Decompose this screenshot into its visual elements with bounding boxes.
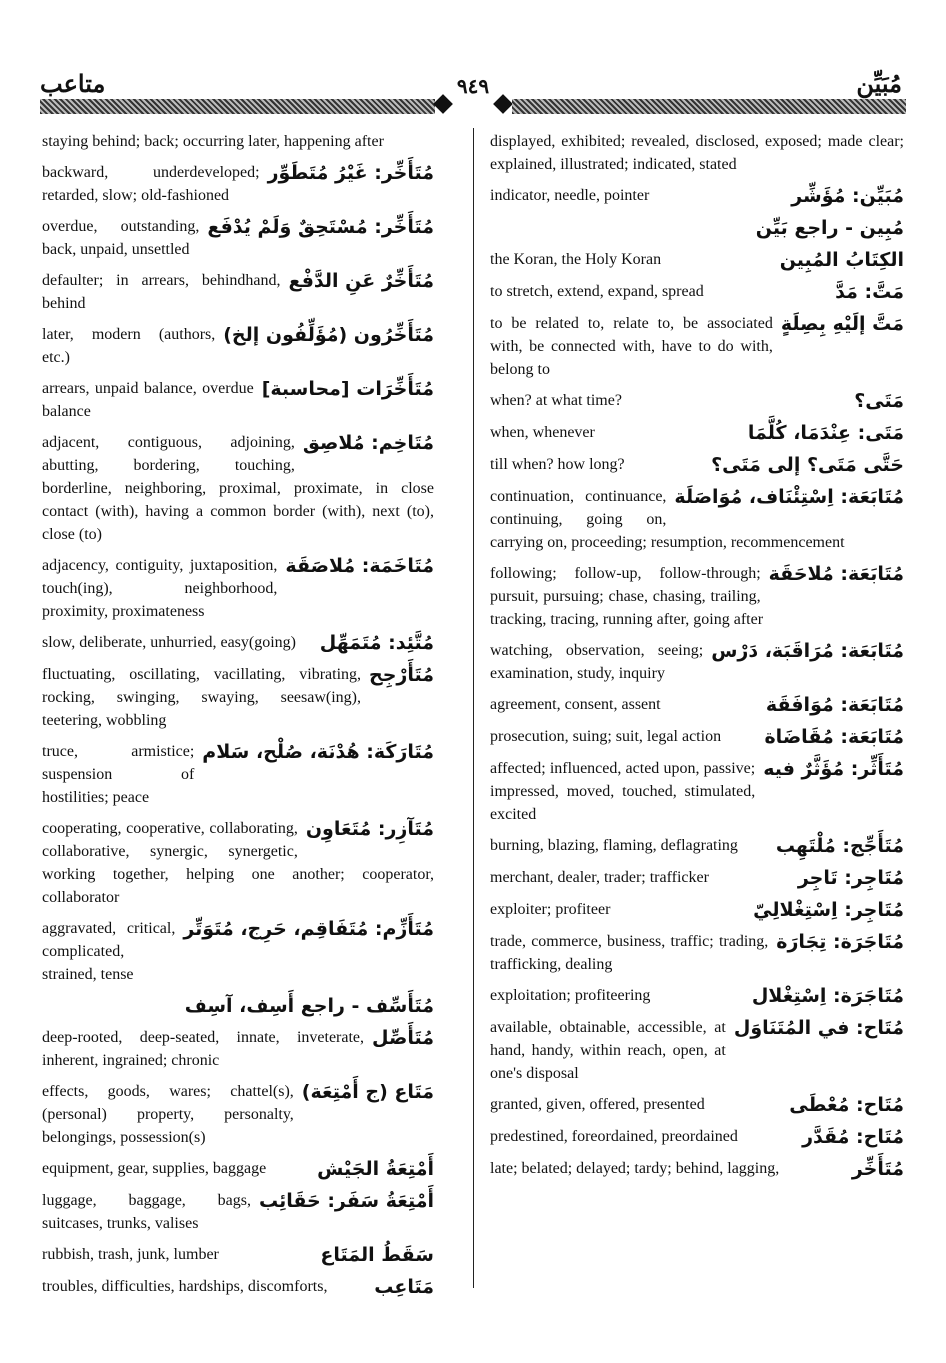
english-definition: burning, blazing, flaming, deflagrating — [490, 837, 738, 854]
english-definition: the Koran, the Holy Koran — [490, 251, 662, 268]
arabic-headword: مُتَاح: مُقَدَّر — [802, 1126, 904, 1148]
dictionary-entry — [490, 1093, 904, 1117]
english-definition: granted, given, offered, presented — [490, 1096, 705, 1113]
arabic-headword: مُتَأَثِّر: مُؤَثَّرٌ فيه — [763, 758, 904, 780]
english-definition: affected; influenced, acted upon, passive; impressed, moved, touched, stimulated, excited — [490, 760, 756, 823]
dictionary-entry — [42, 1275, 434, 1299]
english-definition: luggage, baggage, bags, suitcases, trunks, valises — [42, 1192, 251, 1232]
dictionary-entry — [42, 631, 434, 655]
left-column — [42, 130, 434, 1307]
english-definition: when? at what time? — [490, 392, 622, 409]
arabic-headword: مُتَأَرْجِح — [369, 664, 434, 686]
dictionary-entry — [490, 834, 904, 858]
dictionary-entry — [42, 663, 434, 732]
english-definition: cooperating, cooperative, collaborating, collaborative, synergic, synergetic, working together, helping one another; cooperator, collaborator — [42, 820, 434, 906]
english-definition: slow, deliberate, unhurried, easy(going) — [42, 634, 296, 651]
english-definition: merchant, dealer, trader; trafficker — [490, 869, 709, 886]
arabic-headword: مَتَاع (ج أَمْتِعَة) — [301, 1081, 434, 1103]
arabic-headword: مُتَابَعَة: مُلاحَقَة — [768, 563, 904, 585]
arabic-headword: مُتَابَعَة: مُوَافَقَة — [765, 694, 904, 716]
english-definition: truce, armistice; suspension of hostilities; peace — [42, 743, 195, 806]
dictionary-entry — [42, 431, 434, 546]
arabic-headword: مُتَاخِم: مُلاصِق — [302, 432, 434, 454]
dictionary-entry — [490, 184, 904, 208]
dictionary-entry — [490, 1125, 904, 1149]
arabic-headword: مُتَابَعَة: مُقَاضَاة — [764, 726, 904, 748]
dictionary-entry — [490, 866, 904, 890]
dictionary-entry — [490, 1157, 904, 1181]
english-definition: adjacent, contiguous, adjoining, abutting, bordering, touching, borderline, neighboring, proximal, proximate, in close contact (with), having a common border (with), next (to), close (to) — [42, 434, 434, 543]
dictionary-entry — [490, 898, 904, 922]
header-rule-right — [512, 99, 906, 114]
arabic-headword: مَتَاعِب — [374, 1276, 434, 1298]
english-definition: staying behind; back; occurring later, happening after — [42, 133, 384, 150]
dictionary-entry — [490, 930, 904, 976]
arabic-headword: مُتَاح: مُعْطَى — [789, 1094, 904, 1116]
english-definition: rubbish, trash, junk, lumber — [42, 1246, 219, 1263]
arabic-headword: مَتَّ: مَدَّ — [835, 281, 904, 303]
arabic-headword: مَتَى؟ — [854, 390, 904, 412]
dictionary-entry — [490, 280, 904, 304]
arabic-headword: مُتَارَكَة: هُدْنَة، صُلْح، سَلام — [202, 741, 434, 763]
english-definition: trade, commerce, business, traffic; trading, trafficking, dealing — [490, 933, 769, 973]
english-definition: displayed, exhibited; revealed, disclosed, exposed; made clear; explained, illustrated; indicated, stated — [490, 133, 904, 173]
english-definition: exploitation; profiteering — [490, 987, 651, 1004]
dictionary-entry — [42, 269, 434, 315]
dictionary-entry — [490, 453, 904, 477]
dictionary-entry — [490, 485, 904, 554]
arabic-headword: أَمْتِعَةُ الجَيْش — [317, 1158, 434, 1180]
dictionary-entry — [42, 215, 434, 261]
dictionary-entry — [490, 725, 904, 749]
arabic-headword: مُتَاجَرَة: تِجَارَة — [776, 931, 904, 953]
english-definition: troubles, difficulties, hardships, discomforts, — [42, 1278, 328, 1295]
arabic-headword: حَتَّى مَتَى؟ إلى مَتَى؟ — [711, 454, 904, 476]
header-guide-word-left: متاعب — [40, 72, 106, 98]
arabic-headword: سَقَطُ المَتَاع — [320, 1244, 434, 1266]
english-definition: aggravated, critical, complicated, strained, tense — [42, 920, 176, 983]
english-definition: to be related to, relate to, be associated with, be connected with, have to do with, belong to — [490, 315, 773, 378]
page-number: ٩٤٩ — [456, 76, 490, 98]
arabic-headword: مُتَأَزِّم: مُتَفَاقِم، حَرِج، مُتَوَتِّر — [183, 918, 434, 940]
column-divider — [473, 128, 474, 1288]
arabic-headword: مُتَاجَرَة: اِسْتِغْلال — [751, 985, 904, 1007]
english-definition: arrears, unpaid balance, overdue balance — [42, 380, 254, 420]
english-definition: available, obtainable, accessible, at hand, handy, within reach, open, at one's disposal — [490, 1019, 726, 1082]
dictionary-entry — [42, 1243, 434, 1267]
english-definition: continuation, continuance, continuing, going on, carrying on, proceeding; resumption, recommencement — [490, 488, 845, 551]
english-definition: overdue, outstanding, back, unpaid, unsettled — [42, 218, 200, 258]
dictionary-entry — [490, 1016, 904, 1085]
dictionary-entry — [42, 740, 434, 809]
arabic-headword: مُتَّئِد: مُتَمَهِّل — [319, 632, 434, 654]
dictionary-entry — [490, 216, 904, 240]
arabic-headword: مُتَأَجِّج: مُلْتَهِب — [775, 835, 904, 857]
arabic-headword: مُتَأَسِّف - راجع أَسِف، آسِف — [184, 995, 434, 1017]
arabic-headword: مُتَأَخِّر — [851, 1158, 904, 1180]
arabic-headword: مَتَى: عِنْدَمَا، كُلَّمَا — [747, 422, 904, 444]
arabic-headword: مُتَابَعَة: مُرَاقَبَة، دَرْس — [711, 640, 904, 662]
arabic-headword: مُتَأَخِّر: مُسْتَحِقٌ وَلَمْ يُدْفَع — [207, 216, 434, 238]
dictionary-entry — [490, 130, 904, 176]
dictionary-entry — [490, 421, 904, 445]
english-definition: backward, underdeveloped; retarded, slow; old-fashioned — [42, 164, 260, 204]
arabic-headword: مُبِين - راجع بَيِّن — [755, 217, 904, 239]
english-definition: to stretch, extend, expand, spread — [490, 283, 704, 300]
right-column — [490, 130, 904, 1189]
dictionary-entry — [42, 130, 434, 153]
arabic-headword: مُتَأَخِّرٌ عَنِ الدَّفْع — [288, 270, 434, 292]
english-definition: prosecution, suing; suit, legal action — [490, 728, 722, 745]
arabic-headword: مُتَأَخِّرُون (مُؤَلِّفُون إلخ) — [223, 324, 434, 346]
arabic-headword: مُتَأَخِّرَات [محاسبة] — [261, 378, 434, 400]
english-definition: following; follow-up, follow-through; pursuit, pursuing; chase, chasing, trailing, tracking, tracing, running after, going after — [490, 565, 764, 628]
arabic-headword: مُتَابَعَة: اِسْتِئْنَاف، مُوَاصَلَة — [674, 486, 904, 508]
arabic-headword: مُبَيِّن: مُؤَشِّر — [791, 185, 904, 207]
dictionary-entry — [490, 984, 904, 1008]
english-definition: equipment, gear, supplies, baggage — [42, 1160, 267, 1177]
english-definition: late; belated; delayed; tardy; behind, lagging, — [490, 1160, 780, 1177]
dictionary-entry — [490, 562, 904, 631]
dictionary-entry — [42, 1026, 434, 1072]
dictionary-entry — [42, 1157, 434, 1181]
dictionary-entry — [490, 639, 904, 685]
english-definition: effects, goods, wares; chattel(s), (personal) property, personalty, belongings, possession(s) — [42, 1083, 294, 1146]
english-definition: agreement, consent, assent — [490, 696, 661, 713]
arabic-headword: مُتَاح: في المُتَنَاوَل — [733, 1017, 904, 1039]
dictionary-entry — [42, 817, 434, 909]
dictionary-entry — [490, 389, 904, 413]
english-definition: exploiter; profiteer — [490, 901, 611, 918]
arabic-headword: الكِتَابُ المُبِين — [779, 249, 904, 271]
dictionary-entry — [42, 994, 434, 1018]
arabic-headword: مُتَآزِر: مُتَعَاوِن — [305, 818, 434, 840]
dictionary-entry — [42, 323, 434, 369]
arabic-headword: مُتَأَصِّل — [372, 1027, 434, 1049]
arabic-headword: مُتَأَخِّر: غَيْرُ مُتَطَوِّر — [267, 162, 434, 184]
header-guide-word-right: مُبَيِّن — [856, 72, 902, 98]
dictionary-entry — [490, 757, 904, 826]
dictionary-entry — [490, 248, 904, 272]
english-definition: watching, observation, seeing; examination, study, inquiry — [490, 642, 704, 682]
dictionary-entry — [42, 1080, 434, 1149]
english-definition: fluctuating, oscillating, vacillating, vibrating, rocking, swinging, swaying, seesaw(ing), teetering, wobbling — [42, 666, 362, 729]
dictionary-entry — [42, 1189, 434, 1235]
english-definition: till when? how long? — [490, 456, 625, 473]
english-definition: later, modern (authors, etc.) — [42, 326, 216, 366]
arabic-headword: مَتَّ إلَيْهِ بِصِلَةٍ — [780, 313, 904, 335]
dictionary-entry — [490, 693, 904, 717]
english-definition: defaulter; in arrears, behindhand, behind — [42, 272, 281, 312]
dictionary-entry — [490, 312, 904, 381]
dictionary-entry — [42, 377, 434, 423]
dictionary-entry — [42, 161, 434, 207]
arabic-headword: مُتَاجِر: اِسْتِغْلالِيّ — [753, 899, 904, 921]
arabic-headword: مُتَاخَمَة: مُلاصَقَة — [285, 555, 434, 577]
arabic-headword: أَمْتِعَةُ سَفَر: حَقَائِب — [258, 1190, 434, 1212]
header-rule-left — [40, 99, 435, 114]
english-definition: deep-rooted, deep-seated, innate, inveterate, inherent, ingrained; chronic — [42, 1029, 365, 1069]
english-definition: when, whenever — [490, 424, 595, 441]
arabic-headword: مُتَاجِر: تَاجِر — [797, 867, 904, 889]
dictionary-entry — [42, 554, 434, 623]
english-definition: indicator, needle, pointer — [490, 187, 650, 204]
english-definition: predestined, foreordained, preordained — [490, 1128, 738, 1145]
english-definition: adjacency, contiguity, juxtaposition, touch(ing), neighborhood, proximity, proximateness — [42, 557, 278, 620]
dictionary-entry — [42, 917, 434, 986]
